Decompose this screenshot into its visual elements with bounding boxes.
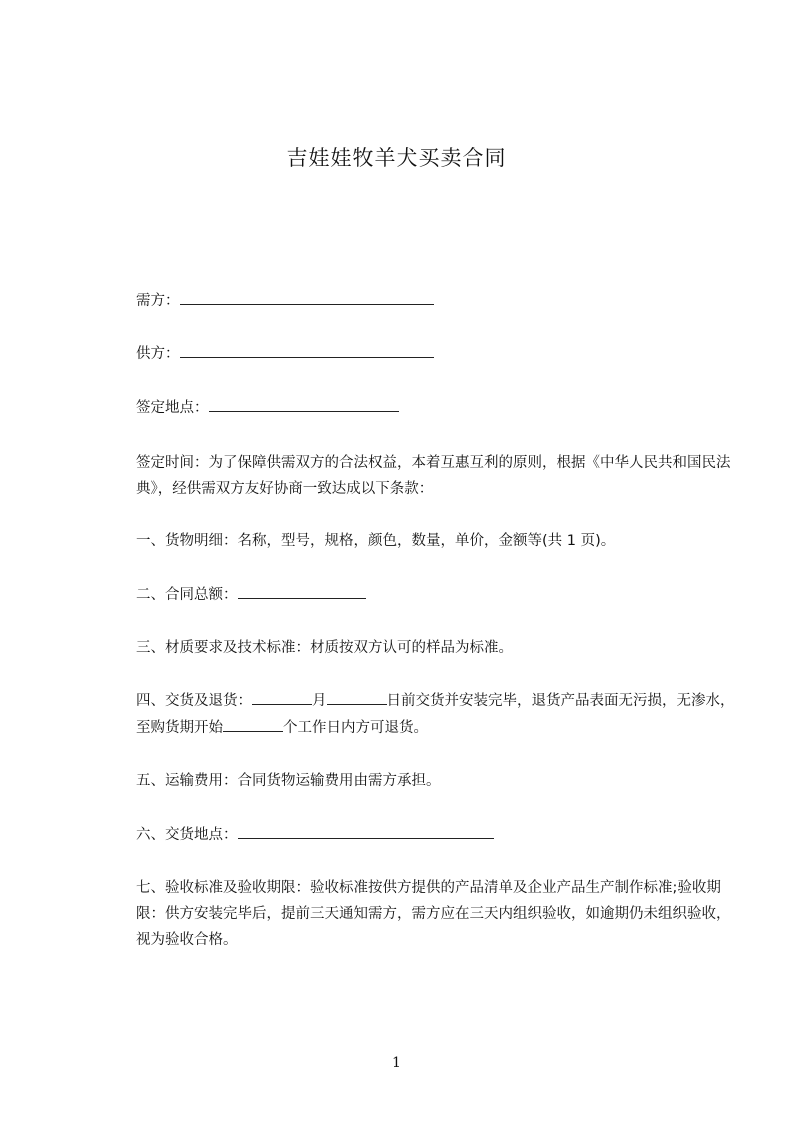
clause-2-line (136, 581, 366, 608)
clause-4-middle: 日前交货并安装完毕，退货产品表面无污损，无渗水，至购货期开始 (136, 693, 735, 736)
sign-place-line (136, 394, 399, 421)
delivery-month-blank (252, 687, 312, 705)
clause-6-label: 六、交货地点： (136, 827, 238, 843)
page-number: 1 (392, 1055, 401, 1071)
buyer-label: 需方： (136, 293, 180, 309)
clause-5: 五、运输费用：合同货物运输费用由需方承担。 (136, 773, 441, 789)
delivery-day-blank (327, 687, 387, 705)
sign-place-blank (209, 394, 399, 412)
clause-4-end: 个工作日内方可退货。 (283, 720, 428, 736)
clause-7-paragraph: 七、验收标准及验收期限：验收标准按供方提供的产品清单及企业产品生产制作标准;验收期限：供方安装完毕后，提前三天通知需方，需方应在三天内组织验收，如逾期仍未组织验收，视为验收合格。 (136, 880, 731, 948)
buyer-blank (180, 287, 434, 305)
delivery-place-blank (238, 821, 494, 839)
document-title: 吉娃娃牧羊犬买卖合同 (286, 146, 507, 170)
sign-time-paragraph: 签定时间：为了保障供需双方的合法权益，本着互惠互利的原则，根据《中华人民共和国民法典》，经供需双方友好协商一致达成以下条款： (136, 455, 731, 497)
clause-3: 三、材质要求及技术标准：材质按双方认可的样品为标准。 (136, 640, 513, 656)
clause-6-line (136, 821, 494, 848)
month-label: 月 (312, 693, 327, 709)
return-days-blank (223, 714, 283, 732)
clause-4-label: 四、交货及退货： (136, 693, 252, 709)
supplier-blank (180, 340, 434, 358)
sign-place-label: 签定地点： (136, 400, 209, 416)
supplier-line (136, 340, 434, 367)
supplier-label: 供方： (136, 346, 180, 362)
clause-4-paragraph (104, 687, 736, 741)
buyer-line (136, 287, 434, 314)
clause-2-label: 二、合同总额： (136, 587, 238, 603)
clause-1: 一、货物明细：名称，型号，规格，颜色，数量，单价，金额等(共 1 页)。 (136, 533, 616, 549)
total-amount-blank (238, 581, 366, 599)
